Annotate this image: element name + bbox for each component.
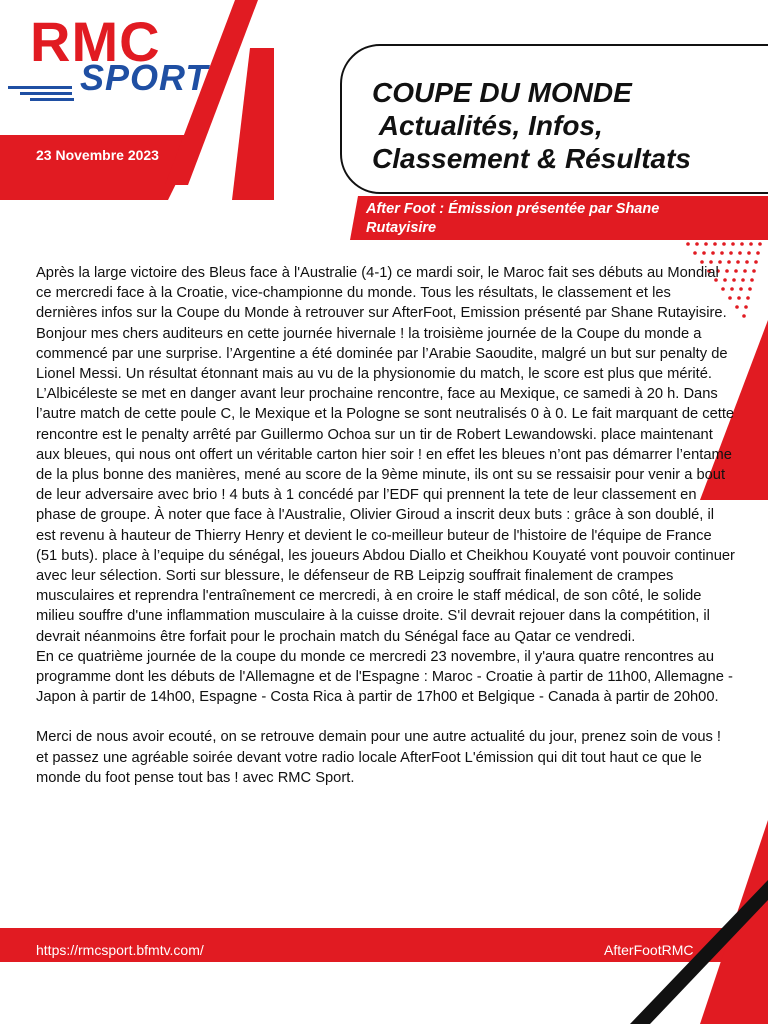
pattern-dot bbox=[739, 287, 743, 291]
pattern-dot bbox=[695, 242, 699, 246]
article-paragraph: Merci de nous avoir ecouté, on se retrouve demain pour une autre actualité du jour, prenez soin de vous ! et passez une agréable soirée devant votre radio locale AfterFoot L'émission qui dit tout haut ce que le monde du foot pense tout bas ! avec RMC Sport. bbox=[36, 729, 722, 786]
rmc-logo: RMC bbox=[30, 10, 161, 73]
pattern-dot bbox=[693, 251, 697, 255]
logo-speed-lines bbox=[8, 86, 74, 101]
pattern-dot bbox=[758, 242, 762, 246]
pattern-dot bbox=[741, 278, 745, 282]
pattern-dot bbox=[720, 251, 724, 255]
pattern-dot bbox=[756, 251, 760, 255]
pattern-dot bbox=[736, 260, 740, 264]
pattern-dot bbox=[750, 278, 754, 282]
pattern-dot bbox=[752, 269, 756, 273]
footer-url-link[interactable]: https://rmcsport.bfmtv.com/ bbox=[36, 942, 204, 958]
pattern-dot bbox=[731, 242, 735, 246]
pattern-dot bbox=[740, 242, 744, 246]
subtitle: After Foot : Émission présentée par Shane Rutayisire bbox=[366, 201, 660, 236]
pattern-dot bbox=[747, 251, 751, 255]
pattern-dot bbox=[742, 314, 746, 318]
pattern-dot bbox=[745, 260, 749, 264]
article-paragraph: En ce quatrième journée de la coupe du monde ce mercredi 23 novembre, il y'aura quatre rencontres au programme dont les débuts de l'Allemagne et de l'Espagne : Maroc - Croatie à partir de 11h00, Allemagne - Japon à partir de 14h00, Espagne - Costa Rica à partir de 17h00 et Belgique - Canada à partir de 20h00. bbox=[36, 648, 733, 706]
pattern-dot bbox=[686, 242, 690, 246]
article-paragraph: Bonjour mes chers auditeurs en cette journée hivernale ! la troisième journée de la Coupe du monde a commencé par une surprise. l’Argentine a été dominée par l’Arabie Saoudite, malgré un but sur penalty de Lionel Messi. Un résultat étonnant mais au vu de la physionomie du match, le score est plus que mérité. L’Albicéleste se met en danger avant leur prochaine rencontre, face au Mexique, ce samedi à 20 h. Dans l’autre match de cette poule C, le Mexique et la Pologne se sont neutralisés 0 à 0. Le fait marquant de cette rencontre est le penalty arrêté par Guillermo Ochoa sur un tir de Robert Lewandowski. place maintenant aux bleues, qui nous ont offert un véritable carton hier soir ! en effet les bleues n’ont pas démarrer l’entame de la plus bonne des manières, mené au score de la 9ème minute, ils ont su se ressaisir pour venir a bout de leur adversaire avec brio ! 4 buts à 1 concédé par l’EDF qui prennent la tete de leur classement en phase de groupe. À noter que face à l'Australie, Olivier Giroud a inscrit deux buts : grâce à son doublé, il est revenu à hauteur de Thierry Henry et devient le co-meilleur buteur de l'histoire de l'équipe de France (51 buts). place à l’equipe du sénégal, les joueurs Abdou Diallo et Cheikhou Kouyaté vont pouvoir continuer avec leur sélection. Sorti sur blessure, le défenseur de RB Leipzig souffrait finalement de crampes musculaires et reprendra l'entraînement ce mercredi, à en croire le staff médical, de son côté, le solide milieu souffre d'une inflammation musculaire à la cuisse droite. S'il devrait rejouer dans la compétition, il devrait néanmoins être forfait pour le prochain match du Sénégal face au Qatar ce vendredi. bbox=[36, 325, 735, 645]
footer-hashtag: AfterFootRMC bbox=[604, 942, 694, 958]
pattern-dot bbox=[748, 287, 752, 291]
pattern-dot bbox=[711, 251, 715, 255]
pattern-dot bbox=[722, 242, 726, 246]
article-paragraph: Après la large victoire des Bleus face à l'Australie (4-1) ce mardi soir, le Maroc fait ses débuts au Mondial ce mercredi face à la Croatie, vice-championne du monde. Tous les résultats, le classement et les dernières infos sur la Coupe du Monde à retrouver sur AfterFoot, Emission présenté par Shane Rutayisire. bbox=[36, 265, 727, 322]
pattern-dot bbox=[754, 260, 758, 264]
title-line-3: Classement & Résultats bbox=[372, 143, 692, 174]
pattern-dot bbox=[743, 269, 747, 273]
article-body bbox=[36, 263, 736, 788]
red-diagonal-band bbox=[0, 135, 200, 200]
pattern-dot bbox=[744, 305, 748, 309]
pattern-dot bbox=[713, 242, 717, 246]
page-title bbox=[372, 76, 768, 175]
title-line-2: Actualités, Infos, bbox=[372, 110, 603, 141]
pattern-dot bbox=[737, 296, 741, 300]
publication-date: 23 Novembre 2023 bbox=[36, 147, 159, 163]
pattern-dot bbox=[738, 251, 742, 255]
pattern-dot bbox=[746, 296, 750, 300]
title-line-1: COUPE DU MONDE bbox=[372, 77, 632, 108]
red-vertical-stripe bbox=[232, 48, 274, 200]
pattern-dot bbox=[702, 251, 706, 255]
pattern-dot bbox=[704, 242, 708, 246]
sport-logo: SPORT bbox=[80, 57, 209, 98]
pattern-dot bbox=[729, 251, 733, 255]
pattern-dot bbox=[749, 242, 753, 246]
